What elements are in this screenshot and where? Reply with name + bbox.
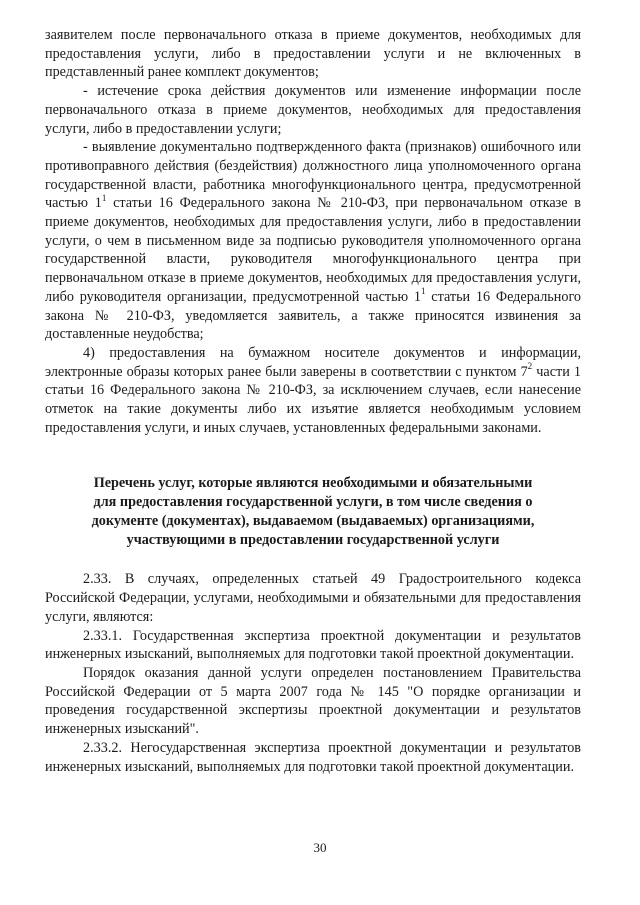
section-heading <box>45 474 581 550</box>
superscript: 2 <box>527 360 533 371</box>
paragraph-2-33: 2.33. В случаях, определенных статьей 49 Градостроительного кодекса Российской Федерации, услугами, необходимыми и обязательными для предоставления услуги, являются: <box>45 571 581 625</box>
paragraph-procedure: Порядок оказания данной услуги определен постановлением Правительства Российской Федерации от 5 марта 2007 года № 145 "О порядке организации и проведения государственной экспертизы проектной документации и результатов инженерных изысканий". <box>45 664 581 738</box>
superscript: 1 <box>421 286 426 297</box>
paragraph-paper-documents: 4) предоставления на бумажном носителе документов и информации, электронные образы которых ранее были заверены в соответствии с пунктом $7^2$ части 1 статьи 16 Федерального закона № 210-ФЗ, за исключением случаев, если нанесение отметок на такие документы либо их изъятие является необходимым условием предоставления услуги, и иных случаев, установленных федеральными законами. <box>45 344 581 436</box>
heading-line: участвующими в предоставлении государственной услуги <box>126 532 500 549</box>
paragraph-2-33-2: 2.33.2. Негосударственная экспертиза проектной документации и результатов инженерных изысканий, выполняемых для подготовки такой проектной документации. <box>45 739 581 775</box>
heading-line: Перечень услуг, которые являются необходимыми и обязательными <box>93 475 533 492</box>
paragraph-2-33-1: 2.33.1. Государственная экспертиза проектной документации и результатов инженерных изысканий, выполняемых для подготовки такой проектной документации. <box>45 627 581 663</box>
heading-line: документе (документах), выдаваемом (выдаваемых) организациями, <box>91 513 535 530</box>
paragraph-expiry: - истечение срока действия документов или изменение информации после первоначального отказа в приеме документов, необходимых для предоставления услуги, либо в предоставлении услуги; <box>45 83 581 137</box>
superscript: 1 <box>101 192 107 203</box>
paragraph-continuation: заявителем после первоначального отказа в приеме документов, необходимых для предоставления услуги, либо в предоставлении услуги и не включенных в представленный ранее комплект документов; <box>45 27 581 81</box>
paragraph-erroneous-action: - выявление документально подтвержденного факта (признаков) ошибочного или противоправного действия (бездействия) должностного лица уполномоченного органа государственной власти, работника многофункционального центра, предусмотренной частью $1^1$ статьи 16 Федерального закона № 210-ФЗ, при первоначальном отказе в приеме документов, необходимых для предоставления услуги, либо в предоставлении услуги, о чем в письменном виде за подписью руководителя уполномоченного органа государственной власти, руководителя многофункционального центра при первоначальном отказе в приеме документов, необходимых для предоставления услуги, либо руководителя организации, предусмотренной частью $1^1$ статьи 16 Федерального закона № 210-ФЗ, уведомляется заявитель, а также приносятся извинения за доставленные неудобства; <box>45 139 582 343</box>
heading-line: для предоставления государственной услуги, в том числе сведения о <box>93 494 533 511</box>
page-number: 30 <box>313 840 327 855</box>
document-page <box>45 26 581 776</box>
